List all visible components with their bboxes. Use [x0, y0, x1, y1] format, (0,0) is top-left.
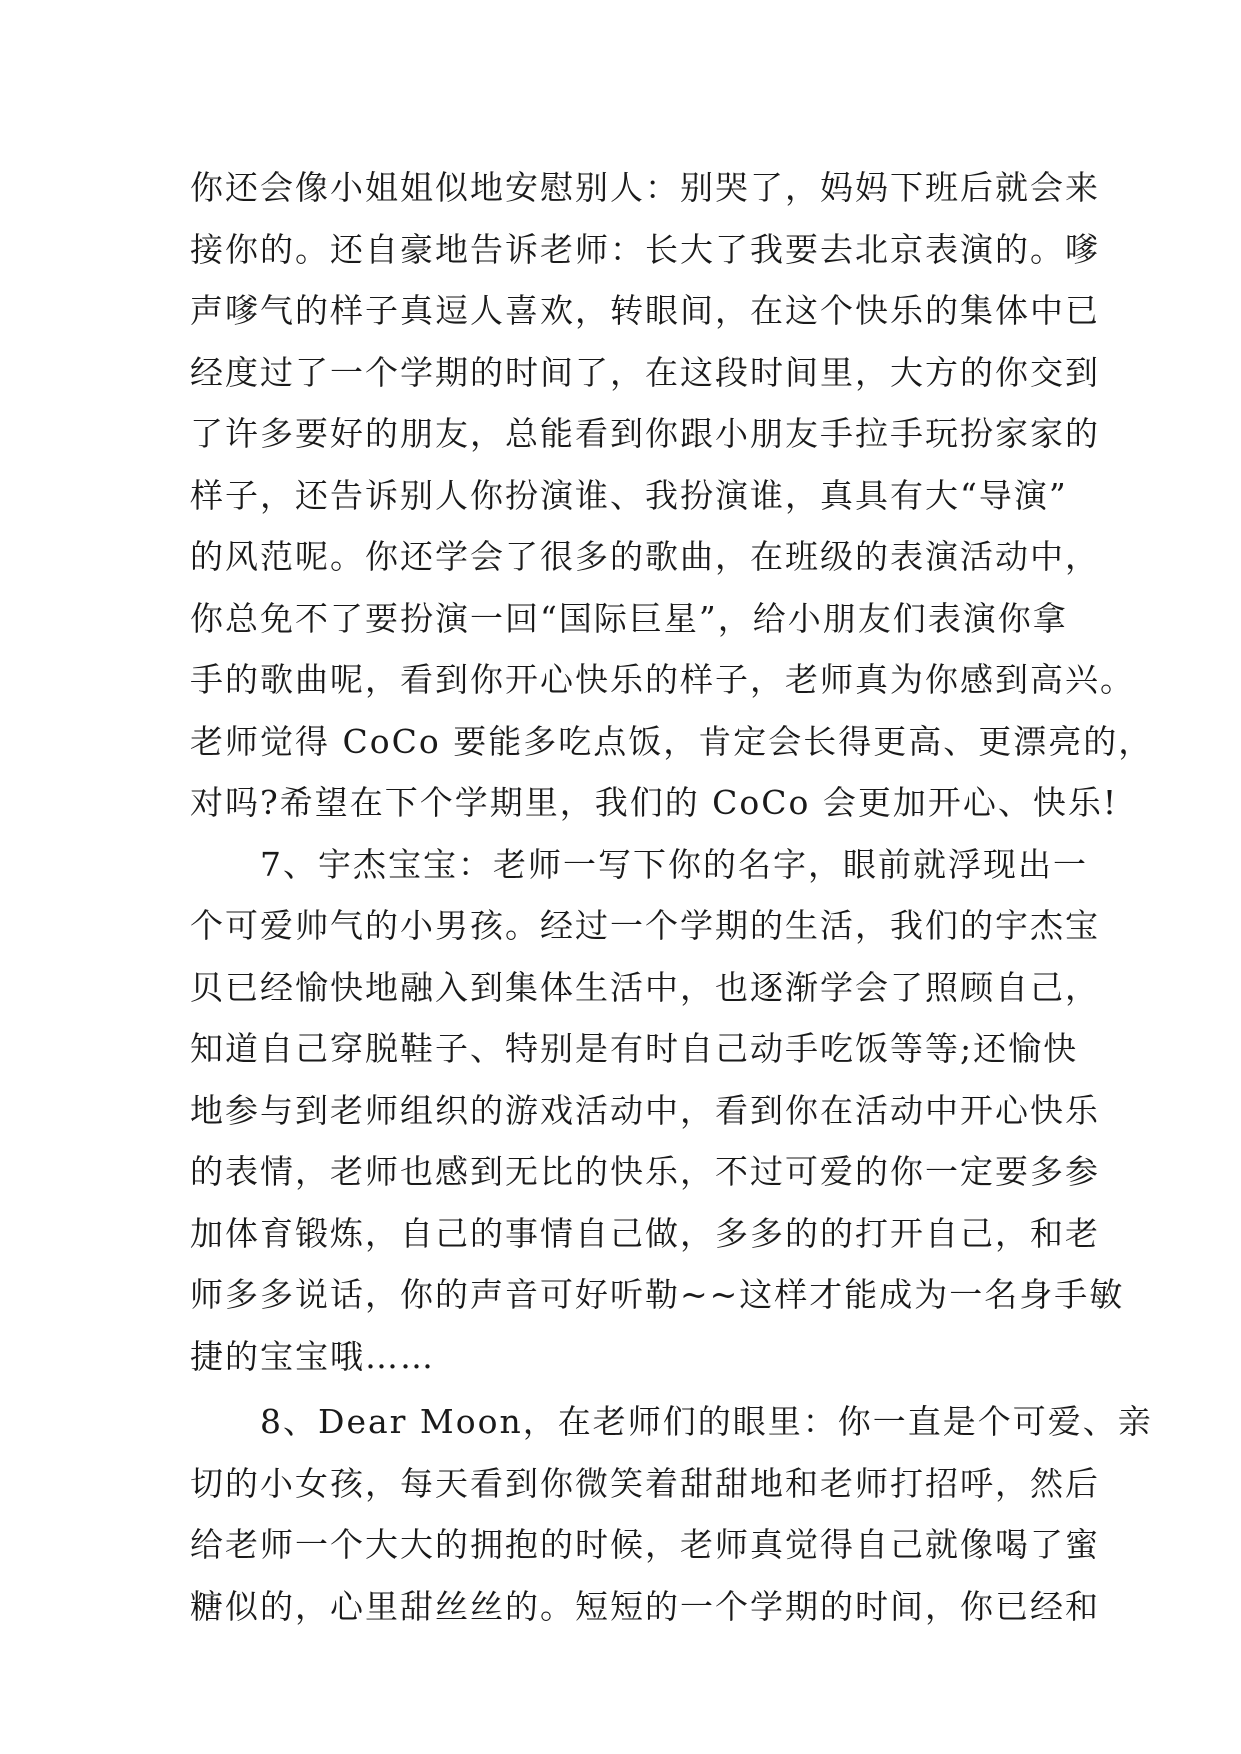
text-line: 贝已经愉快地融入到集体生活中，也逐渐学会了照顾自己，	[190, 967, 1100, 1007]
text-line: 糖似的，心里甜丝丝的。短短的一个学期的时间，你已经和	[190, 1586, 1100, 1626]
text-line: 你总免不了要扮演一回“国际巨星”，给小朋友们表演你拿	[190, 598, 1068, 638]
paragraph-coco	[190, 157, 1154, 834]
text-line: 你还会像小姐姐似地安慰别人：别哭了，妈妈下班后就会来	[190, 168, 1100, 207]
paragraph-yujie	[190, 834, 1125, 1388]
text-line: 捷的宝宝哦……	[190, 1336, 435, 1376]
document-body	[190, 157, 1154, 1637]
text-line: 给老师一个大大的拥抱的时候，老师真觉得自己就像喝了蜜	[190, 1525, 1100, 1564]
text-line: 接你的。还自豪地告诉老师：长大了我要去北京表演的。嗲	[190, 229, 1100, 269]
text-line: 的表情，老师也感到无比的快乐，不过可爱的你一定要多参	[190, 1152, 1100, 1191]
text-line: 经度过了一个学期的时间了，在这段时间里，大方的你交到	[190, 352, 1100, 392]
text-line: 8、Dear Moon，在老师们的眼里：你一直是个可爱、亲	[190, 1402, 1153, 1441]
text-line: 了许多要好的朋友，总能看到你跟小朋友手拉手玩扮家家的	[190, 414, 1100, 453]
paragraph-dear-moon	[190, 1391, 1153, 1637]
text-line: 的风范呢。你还学会了很多的歌曲，在班级的表演活动中，	[190, 537, 1100, 576]
text-line: 切的小女孩，每天看到你微笑着甜甜地和老师打招呼，然后	[190, 1463, 1100, 1503]
text-line: 知道自己穿脱鞋子、特别是有时自己动手吃饭等等;还愉快	[190, 1029, 1079, 1068]
text-line: 师多多说话，你的声音可好听勒~~这样才能成为一名身手敏	[190, 1275, 1125, 1314]
text-line: 个可爱帅气的小男孩。经过一个学期的生活，我们的宇杰宝	[190, 906, 1100, 945]
text-line: 7、宇杰宝宝：老师一写下你的名字，眼前就浮现出一	[190, 844, 1088, 884]
text-line: 老师觉得 CoCo 要能多吃点饭，肯定会长得更高、更漂亮的，	[190, 721, 1154, 761]
text-line: 手的歌曲呢，看到你开心快乐的样子，老师真为你感到高兴。	[190, 660, 1135, 699]
text-line: 样子，还告诉别人你扮演谁、我扮演谁，真具有大“导演”	[190, 475, 1068, 515]
text-line: 对吗?希望在下个学期里，我们的 CoCo 会更加开心、快乐!	[190, 783, 1119, 822]
text-line: 地参与到老师组织的游戏活动中，看到你在活动中开心快乐	[190, 1090, 1100, 1130]
text-line: 加体育锻炼，自己的事情自己做，多多的的打开自己，和老	[190, 1213, 1100, 1253]
text-line: 声嗲气的样子真逗人喜欢，转眼间，在这个快乐的集体中已	[190, 291, 1100, 330]
